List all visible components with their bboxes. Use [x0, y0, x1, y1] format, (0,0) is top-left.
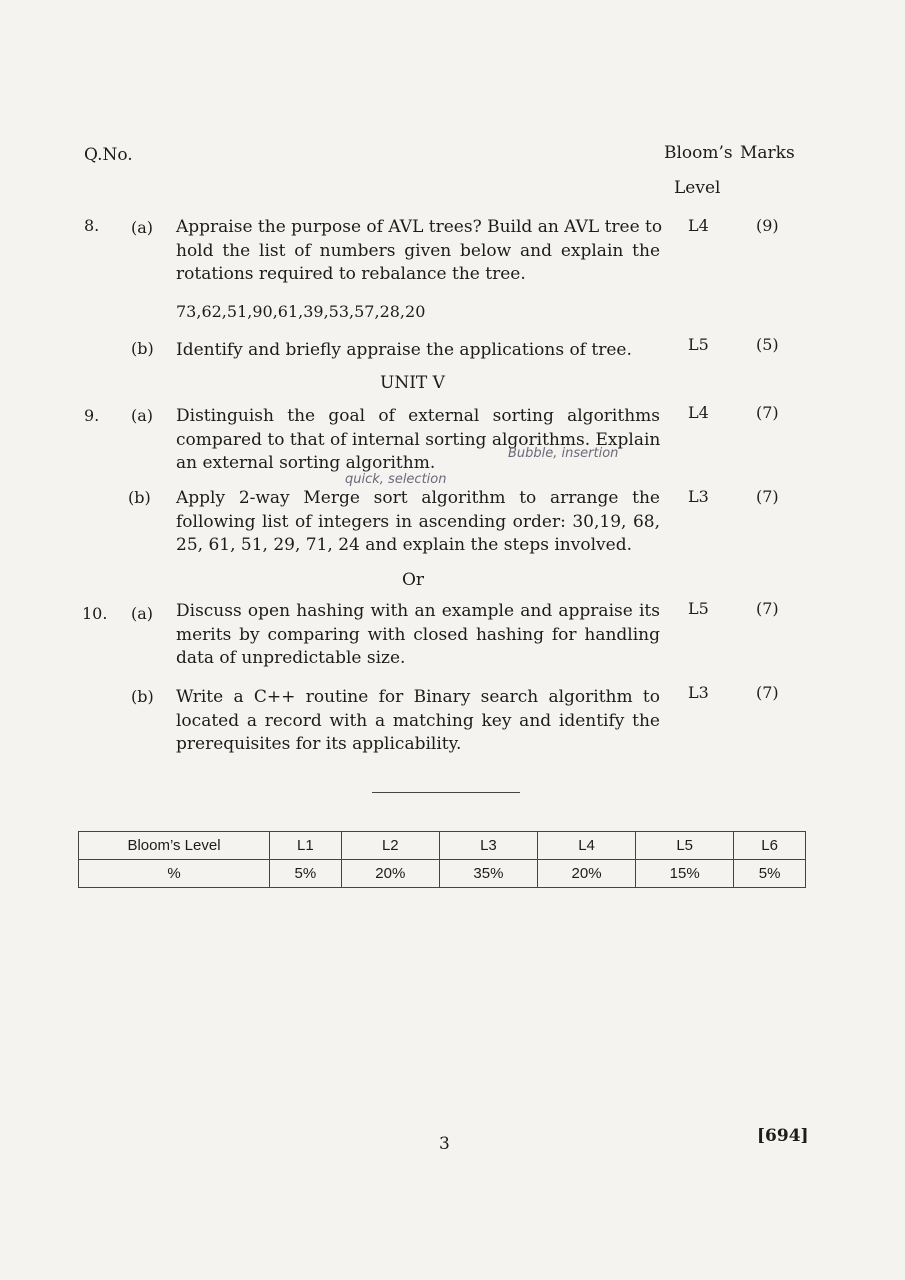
marks: (7): [756, 487, 779, 506]
table-cell: L6: [734, 832, 806, 860]
handwritten-note: Bubble, insertion: [508, 446, 619, 461]
table-row: [79, 860, 806, 888]
table-cell: 20%: [537, 860, 635, 888]
table-cell: 5%: [270, 860, 342, 888]
part-label: (b): [128, 488, 151, 507]
table-cell: L1: [270, 832, 342, 860]
blooms-level: L4: [688, 216, 709, 235]
marks: (7): [756, 683, 779, 702]
blooms-level: L4: [688, 403, 709, 422]
blooms-level: L3: [688, 683, 709, 702]
blooms-column-header: Bloom’s: [664, 143, 733, 163]
question-text: Discuss open hashing with an example and appraise its merits by comparing with closed hashing for handling data of unpredictable size.: [176, 601, 660, 668]
end-of-questions-rule: [372, 792, 520, 793]
table-cell: 15%: [636, 860, 734, 888]
handwritten-note: quick, selection: [345, 472, 447, 487]
unit-heading: UNIT V: [380, 373, 445, 393]
number-list: 73,62,51,90,61,39,53,57,28,20: [176, 302, 426, 321]
blooms-level: L5: [688, 335, 709, 354]
question-number: 10.: [82, 604, 108, 623]
marks: (7): [756, 599, 779, 618]
table-cell: 35%: [439, 860, 537, 888]
question-text: Apply 2-way Merge sort algorithm to arrange the following list of integers in ascending order: 30,19, 68, 25, 61, 51, 29, 71, 24 and explain the steps involved.: [176, 488, 660, 555]
paper-code: [694]: [757, 1126, 809, 1146]
part-label: (b): [131, 687, 154, 706]
blooms-level: L5: [688, 599, 709, 618]
question-text: Distinguish the goal of external sorting algorithms compared to that of internal sorting algorithms. Explain an external sorting algorithm.: [176, 406, 661, 473]
page-number: 3: [439, 1134, 450, 1154]
marks: (7): [756, 403, 779, 422]
table-cell: 20%: [341, 860, 439, 888]
table-cell: L5: [636, 832, 734, 860]
question-number: 9.: [84, 406, 100, 425]
qno-column-header: Q.No.: [84, 145, 133, 165]
or-separator: Or: [402, 570, 425, 590]
level-column-header: Level: [674, 178, 721, 198]
blooms-level: L3: [688, 487, 709, 506]
question-text: Identify and briefly appraise the applications of tree.: [176, 340, 632, 360]
question-number: 8.: [84, 216, 100, 235]
question-text: Appraise the purpose of AVL trees? Build an AVL tree to hold the list of numbers given below and explain the rotations required to rebalance the tree.: [176, 217, 663, 284]
part-label: (b): [131, 339, 154, 358]
table-cell: 5%: [734, 860, 806, 888]
table-cell: L2: [341, 832, 439, 860]
table-cell: Bloom’s Level: [79, 832, 270, 860]
marks: (9): [756, 216, 779, 235]
marks-column-header: Marks: [740, 143, 795, 163]
table-cell: L4: [537, 832, 635, 860]
table-cell: %: [79, 860, 270, 888]
table-header-row: [79, 832, 806, 860]
table-cell: L3: [439, 832, 537, 860]
blooms-level-table: [78, 831, 806, 888]
marks: (5): [756, 335, 779, 354]
part-label: (a): [131, 406, 154, 425]
question-text: Write a C++ routine for Binary search algorithm to located a record with a matching key and identify the prerequisites for its applicability.: [176, 687, 660, 754]
part-label: (a): [131, 604, 154, 623]
part-label: (a): [131, 218, 154, 237]
